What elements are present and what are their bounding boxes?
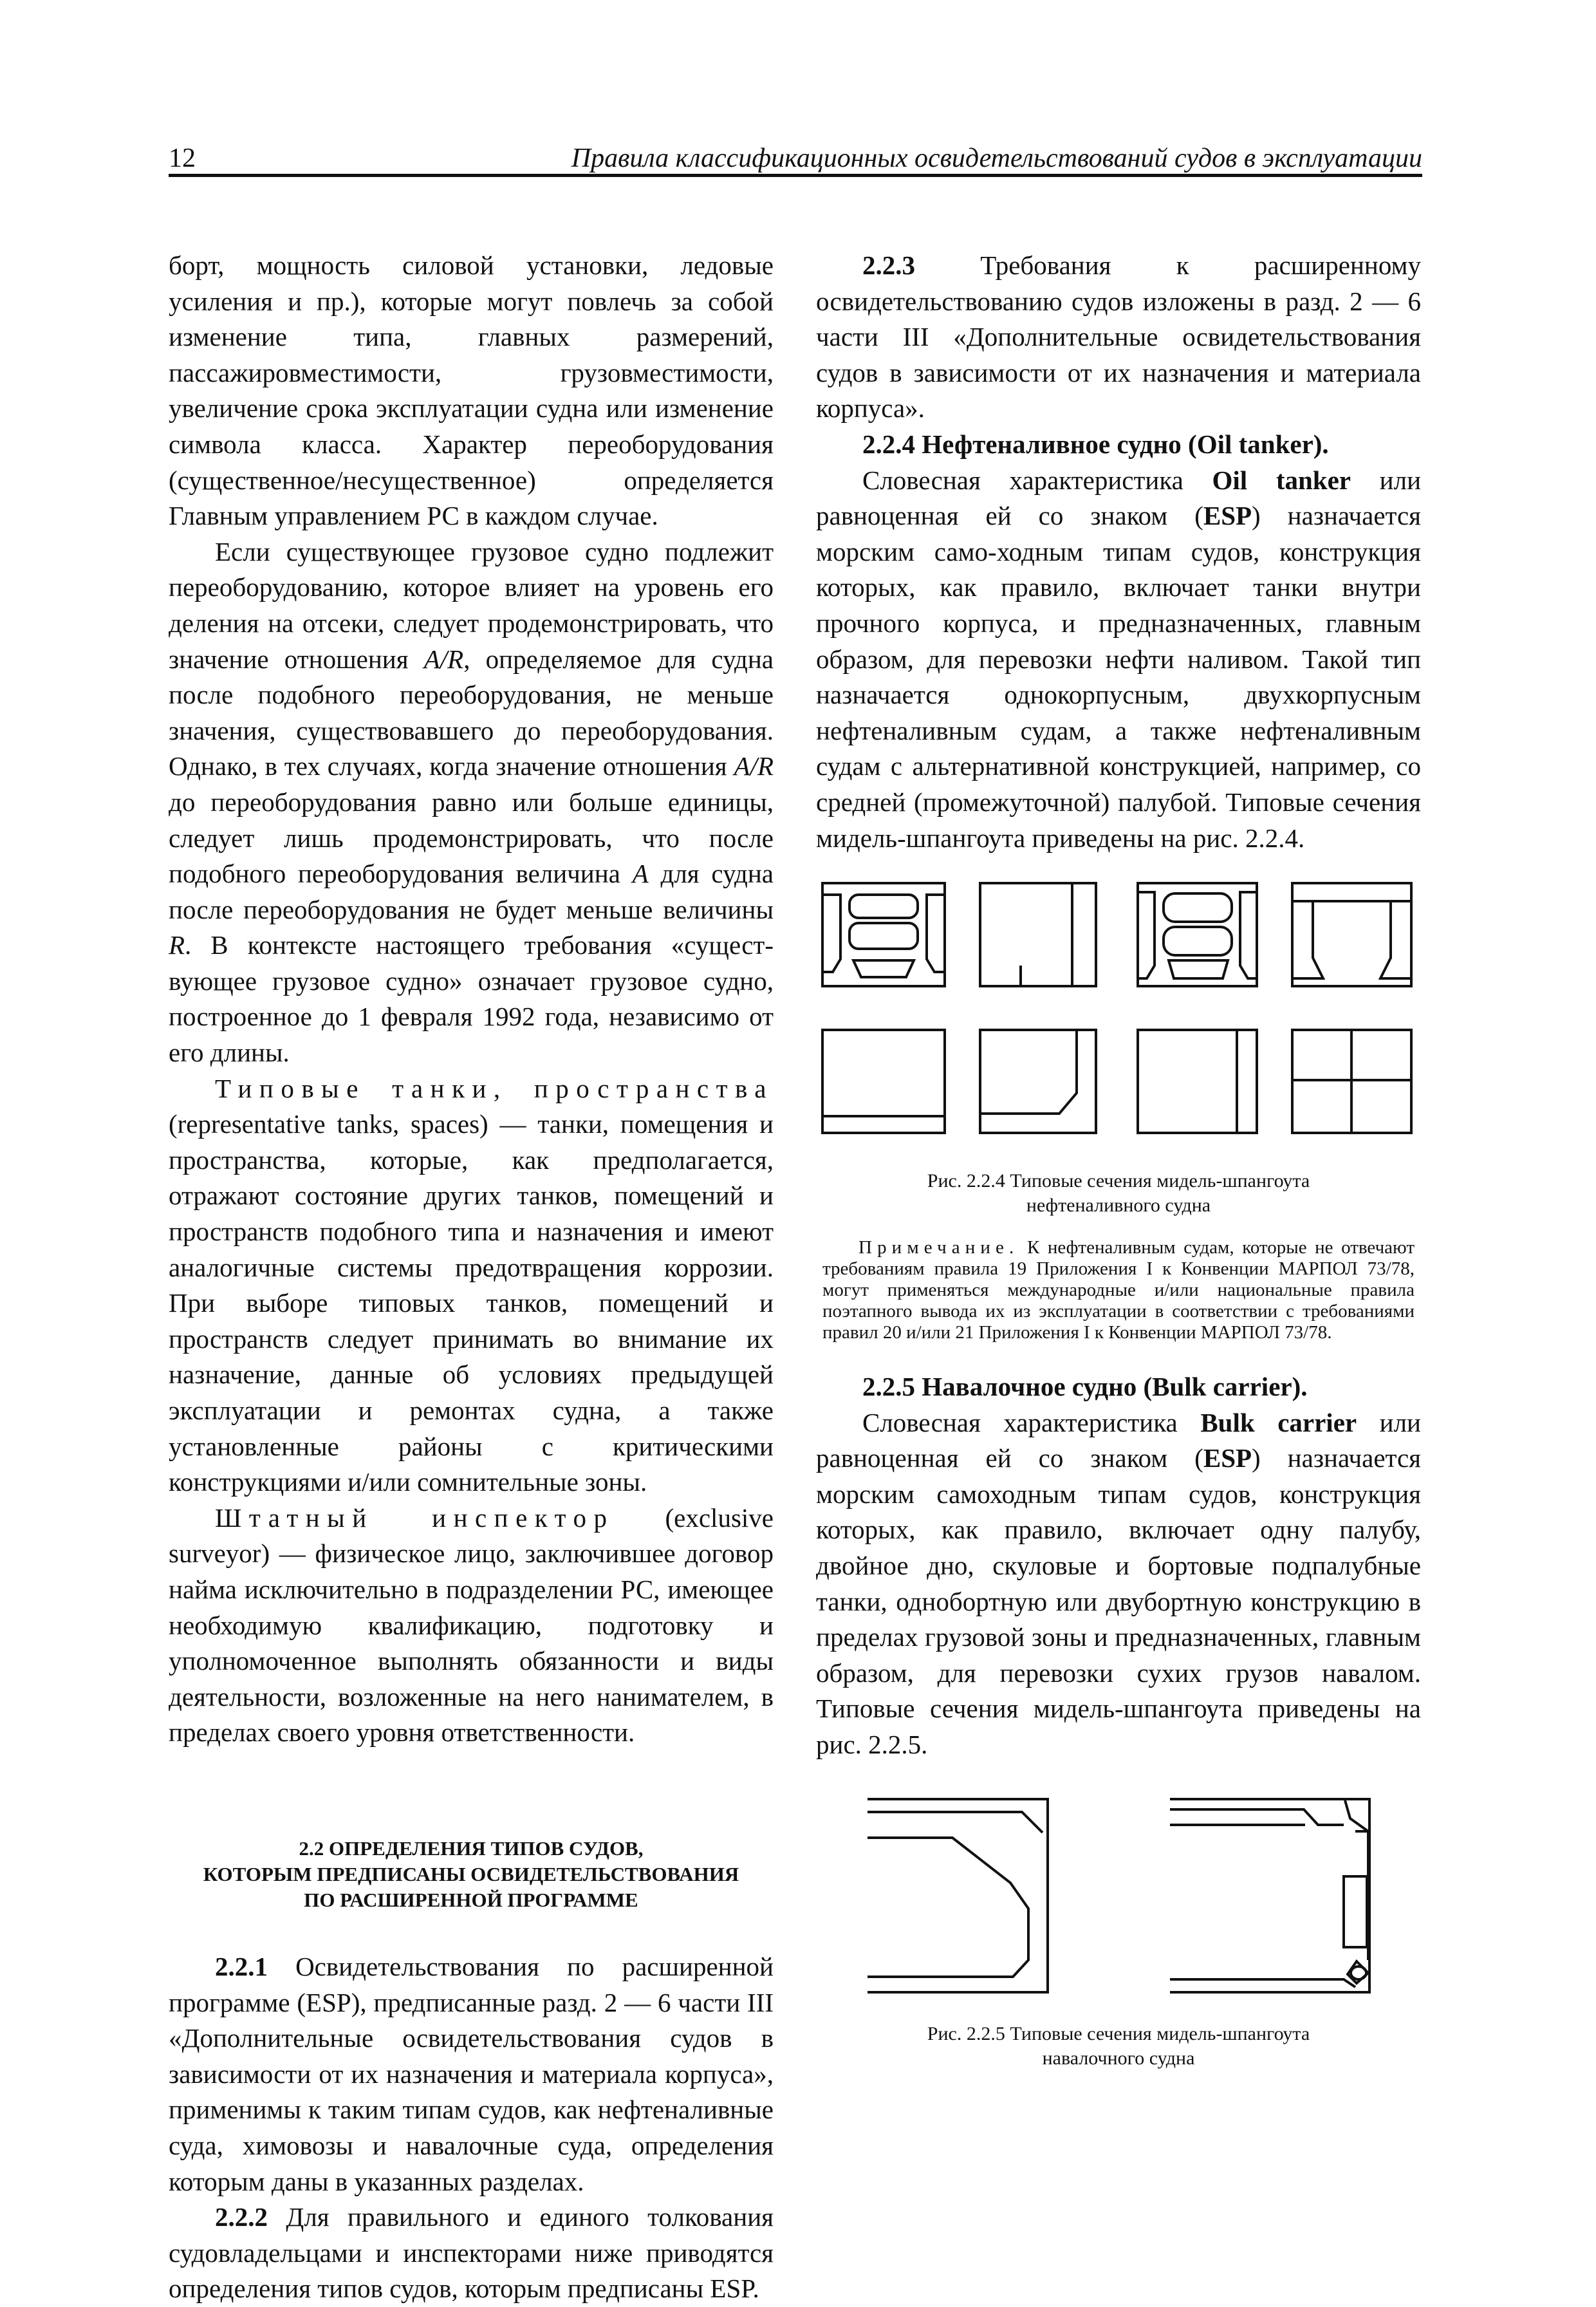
left-column [169, 248, 774, 2307]
term: Штатный инспектор [215, 1502, 615, 1533]
section-single-side-bulk-carrier [868, 1799, 1048, 1992]
figure-caption-2-2-4: Рис. 2.2.4 Типовые сечения мидель-шпангоута нефтеналивного судна [927, 1170, 1310, 1217]
note-marpol: Примечание. К нефтеналивным судам, которые не отвечают требованиям правила 19 Приложения I к Конвенции МАРПОЛ 73/78, могут применяться международные и/или национальные правила поэтапного вывода их из эксплуатации в соответствии с требованиями правил 20 и/или 21 Приложения I к Конвенции МАРПОЛ 73/78. [822, 1237, 1415, 1343]
section-mid-deck-tanker [1292, 1030, 1411, 1133]
heading-2-2-4: 2.2.4 Нефтеналивное судно (Oil tanker). [862, 429, 1329, 459]
definition-representative-tanks: Типовые танки, пространства (representative tanks, spaces) — танки, помещения и пространства, которые, как предполагается, отражают состояние других танков, помещений и пространств подобного типа и назначения и имеют аналогичные системы предотвращения коррозии. При выборе типовых танков, помещений и пространств следует принимать во внимание их назначение, данные об условиях предыдущей эксплуатации и ремонтах судна, а также установленные районы с критическими конструкциями и/или сомнительные зоны. [169, 1073, 774, 1497]
section-double-bottom-tanker [980, 1030, 1096, 1133]
page-header [169, 140, 1422, 177]
section-double-hull-tanker [822, 883, 945, 986]
section-double-hull-centre-tanks [1138, 883, 1257, 986]
formula-ar: A/R [423, 644, 464, 674]
term: Типовые танки, пространства [215, 1073, 774, 1103]
definition-bulk-carrier: Словесная характеристика Bulk carrier или равноценная ей со знаком (ESP) назначается морским самоходным типам судов, конструкция которых, как правило, включает одну палубу, двойное дно, скуловые и бортовые подпалубные танки, однобортную или двубортную конструкцию в пределах грузовой зоны и предназначенных, главным образом, для перевозки сухих грузов навалом. Типовые сечения мидель-шпангоута приведены на рис. 2.2.5. [816, 1407, 1422, 1760]
right-column [816, 248, 1421, 2071]
figure-bulk-carrier-sections [829, 1786, 1408, 1999]
formula-ar: A/R [734, 751, 774, 781]
definition-oil-tanker: Словесная характеристика Oil tanker или равноценная ей со знаком (ESP) назначается морским само-ходным типам судов, конструкция которых, как правило, включает танки внутри прочного корпуса, и предназначенных, главным образом, для перевозки нефти наливом. Такой тип назначается однокорпусным, двухкорпусным нефтеналивным судам, а также нефтеналивным судам с альтернативной конструкцией, например, со средней (промежуточной) палубой. Типовые сечения мидель-шпангоута приведены на рис. 2.2.4. [816, 465, 1422, 853]
section-single-skin-tanker [822, 1030, 945, 1133]
clause-2-2-2: 2.2.2 Для правильного и единого толкования судовладельцами и инспекторами ниже приводятся определения типов судов, которым предписаны ESP. [169, 2202, 774, 2304]
note-label: Примечание. [858, 1237, 1019, 1258]
running-title: Правила классификационных освидетельствований судов в эксплуатации [571, 144, 1422, 173]
figure-oil-tanker-sections [816, 875, 1421, 1146]
section-side-tank-tanker [1138, 1030, 1257, 1133]
section-double-side-bulk-carrier [1170, 1799, 1369, 1992]
clause-2-2-1: 2.2.1 Освидетельствования по расширенной программе (ESP), предписанные разд. 2 — 6 части III «Дополнительные освидетельствования судов в зависимости от их назначения и материала корпуса», применимы к таким типам судов, как нефтеналивные суда, химовозы и навалочные суда, определения которым даны в указанных разделах. [169, 1951, 774, 2196]
section-single-hull-tanker [980, 883, 1096, 986]
figure-caption-2-2-5: Рис. 2.2.5 Типовые сечения мидель-шпангоута навалочного судна [927, 2022, 1310, 2069]
variable-a: A [632, 859, 649, 889]
section-double-hull-wing-tanks [1292, 883, 1411, 986]
heading-2-2-5: 2.2.5 Навалочное судно (Bulk carrier). [862, 1372, 1308, 1402]
section-heading: 2.2 ОПРЕДЕЛЕНИЯ ТИПОВ СУДОВ, КОТОРЫМ ПРЕДПИСАНЫ ОСВИДЕТЕЛЬСТВОВАНИЯ ПО РАСШИРЕННОЙ ПРОГРАММЕ [203, 1836, 739, 1911]
page-number: 12 [169, 144, 196, 173]
paragraph-continuation: борт, мощность силовой установки, ледовые усиления и пр.), которые могут повлечь за собой изменение типа, главных размерений, пассажировместимости, грузовместимости, увеличение срока эксплуатации судна или изменение символа класса. Характер переоборудования (существенное/несущественное) определяется Главным управлением РС в каждом случае. [169, 250, 774, 531]
variable-r: R [169, 930, 185, 960]
clause-2-2-3: 2.2.3 Требования к расширенному освидетельствованию судов изложены в разд. 2 — 6 части III «Дополнительные освидетельствования судов в зависимости от их назначения и материала корпуса». [816, 250, 1421, 424]
definition-exclusive-surveyor: Штатный инспектор (exclusive surveyor) — физическое лицо, заключившее договор найма исключительно в подразделении РС, имеющее необходимую квалификацию, подготовку и уполномоченное выполнять обязанности и виды деятельности, возложенные на него нанимателем, в пределах своего уровня ответственности. [169, 1502, 774, 1748]
paragraph-ar-ratio: Если существующее грузовое судно подлежит переоборудованию, которое влияет на уровень его деления на отсеки, следует продемонстрировать, что значение отношения A/R, определяемое для судна после подобного переоборудования, не меньше значения, существовавшего до переоборудования. Однако, в тех случаях, когда значение отношения A/R до переоборудования равно или больше единицы, следует лишь продемонстрировать, что после подобного переоборудования величина A для судна после переоборудования не будет меньше величины R. В контексте настоящего требования «сущест-вующее грузовое судно» означает грузовое судно, построенное до 1 февраля 1992 года, независимо от его длины. [169, 536, 774, 1068]
